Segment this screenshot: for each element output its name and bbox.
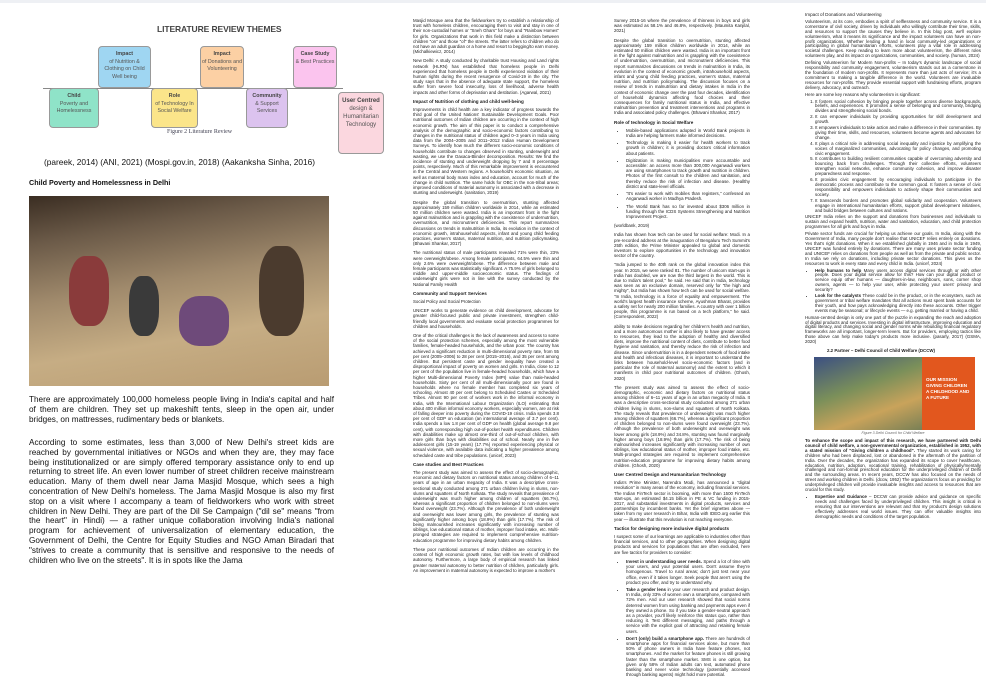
paragraph: Improvements in child health are a key indicator of progress towards the third goal of the United Nations' Sustainable Development Goals. Poor nutritional outcomes of Indian children are occurring in the context of high economic growth. The aim of this paper is to conduct a comprehensive analysis of the demographic and socio-economic factors contributing to changes in the nutritional status of children aged 0–3 years in India using data from the 2004–2005 and 2011–2012 Indian Human Development Surveys. To identify how much the different socio-economic conditions of households contribute to changes observed in stunting, underweight and wasting, we use the Oaxaca-Blinder decomposition. Results: We find the incidence of stunting and underweight dropping by 7 and 8 percentage points, respectively. Much of this remarkable improvement is encountered in the Central and Western regions. A household's economic situation, as well as maternal body mass index and education, account for much of the change in child nutrition. The same holds for OBC in the non-tribal areas; improved conditions of material autonomy is associated with a decrease in stunting and underweight. (sanitation, 2019) <box>413 107 559 196</box>
list-item: • Mobile-based applications adopted in World Bank projects in India are helping farmers make informed decisions. <box>626 128 750 138</box>
paragraph: Masjid Mosque area that the fieldworkers try to establish a relationship of trust with homeless children, encouraging them to visit and stay in one of their non-custodial homes or "Sneh Ghars" for boys and "Rainbow Homes" for girls. Organizations that work in this field make a distinction between children "on" and those "of" the streets. The latter refers to children who do not have an adult guardian or a home and resort to begging/to earn money. (Michalkiewicz, 2014) <box>413 18 559 55</box>
list-item: • Technology is making it easier for health workers to track growth in children; it is providing doctors critical information about patients. <box>626 140 750 156</box>
paragraph: The nutritional status of male participants revealed 71% were thin, 23% were overweight/obese. Among female participants, 64.5% were thin and only 2.6% were overweight/obese. The difference between male and female participants was statistically significant. A 75.9% of girls belonged to middle and upper-middle socioeconomic status. The findings of underweight girls were not in line with the survey conducted by the National Family Health <box>413 250 559 287</box>
paragraph: UNICEF works to generate evidence on child development, advocate for greater child-focused public and private investment, strengthen child-friendly local governments and evaluate social protection programmes for children and households. <box>413 308 559 329</box>
page-column-3 <box>614 18 750 681</box>
bullet-list <box>815 269 981 314</box>
theme-technology: Role of Technology In Social Welfare <box>151 88 198 128</box>
section-heading: Impact of Nutrition of clothing and child well-being <box>413 98 524 104</box>
list-item: 7. It transcends borders and promotes global solidarity and cooperation. Volunteers engage in international humanitarian efforts, support global development initiatives, and build bridges between cultures and nations. <box>815 199 981 214</box>
page-column-2 <box>413 18 559 577</box>
reasons-list <box>815 100 981 214</box>
theme-child-poverty: Child Poverty and Homelessness <box>49 88 99 128</box>
paragraph: Defining Volunteerism for Modern Non-profits – In today's dynamic landscape of social responsibility and community engagement, volunteerism stands out as a cornerstone in the foundation of modern non-profits. It represents more than just acts of service; it's a commitment to making a tangible difference in the world. Volunteers are invaluable resources for non-profits. They provide essential support with fundraising efforts, program delivery, advocacy, and outreach. <box>805 60 981 90</box>
list-item: • The World Bank has so far invested about $306 million in funding through the ICDS Systems Strengthening and Nutrition Improvement Project. <box>626 204 750 220</box>
figure-caption: Figure 3 Delhi Council for Child Welfare <box>861 431 925 435</box>
paragraph: Despite the global transition to overnutrition, stunting affected approximately 159 million children worldwide in 2014, while an estimated 50 million children were wasted. India is an important front in the fight against malnutrition and is grappling with the coexistence of undernutrition, overnutrition, and micronutrient deficiencies. This report summarizes discussions on trends in malnutrition in India, its evolution in the context of economic growth, intrahousehold aspects, infant and young child feeding practices, women's status, maternal nutrition, and nutrition policymaking. (Bhavani Shankar, 2017) <box>413 199 559 247</box>
paragraph: Despite the global transition to overnutrition, stunting affected approximately 159 million children worldwide in 2014, while an estimated 50 million children were wasted. India is an important front in the fight against malnutrition and is grappling with the coexistence of undernutrition, overnutrition, and micronutrient deficiencies. This report summarizes discussions on trends in malnutrition in India, its evolution in the context of economic growth, intrahousehold aspects, infant and young child feeding practices, women's status, maternal nutrition, and nutrition policymaking. The discussion focuses on a review of trends in malnutrition and dietary intakes in India in the context of economic change over the past four decades, identification of household dynamics affecting food choices and their consequences for family nutritional status in India, and effective malnutrition prevention and treatment interventions and programs in India and associated policy challenges. (Bhavani Shankar, 2017) <box>614 37 750 116</box>
paragraph: These poor nutritional outcomes of Indian children are occurring in the context of high economic growth rates, but with low levels of childhood autonomy. Furthermore, a large body of empirical research has linked greater maternal autonomy to better nutrition of children, particularly girls. An improvement in maternal autonomy is expected to improve a mother's <box>413 546 559 573</box>
mission-banner: OUR MISSION GIVING CHILDREN A CHILDHOOD AND A FUTURE <box>922 357 975 430</box>
list-item: 1. It fosters social cohesion by bringing people together across diverse backgrounds, beliefs, and experiences. It promotes a sense of belonging and community, bridging divides and strengthening social bonds. <box>815 100 981 115</box>
theme-donations: Impact of Donations and Volunteering <box>200 46 244 88</box>
list-item: • Help humans to help Many users access digital services through or with other people. Does your digital service allow for this? How can your digital product or service equip other humans — daughters-in-law, neighbours, sons, corner shop owners, agents — to help your user, while protecting your users' privacy and security? <box>815 269 981 294</box>
paragraph: Survey 2015-16 where the prevalence of thinness in boys and girls was estimated as 58.1% and 46.8%, respectively. (Maumita Kanjilal, 2021) <box>614 18 750 34</box>
tactics-list <box>626 559 750 677</box>
dccw-photo <box>814 357 975 430</box>
paragraph: "India jumped to the 40th rank on the global innovation index this year. In 2015, we were ranked 81. The number of unicorn start-ups in India has doubled, we are now the third largest in the world. This is due to India's talent pool," he said. He said that in India, technology was seen as an exclusive domain, reserved only for "the high and mighty", but India has shown how tech can be used for social welfare. "In India, technology is a force of equality and empowerment. The world's largest health insurance scheme, Ayushman Bharat, provides a safety net for nearly 200 million families. A country with over 1 billion people, this programme is run based on a tech platform," he said. (Correspondent, 2022) <box>614 262 750 320</box>
paragraph: ability to make decisions regarding her children's health and nutrition, and a more autonomous mother is also likely to have greater access to resources, they lead to the adoption of healthy and diversified diets, improve the nutritional content of diets, contribute to better food hygiene and sanitation, and thereby reduce the risk of infection and disease. Since undernutrition is in a dependent network of food intake and health and infectious diseases, it is important to understand the links between household-level socio-economic factors (and in particular the role of maternal autonomy) and the extent to which it manifests in child poor nutritional outcomes of children. (Ghosh, 2020) <box>614 323 750 381</box>
paragraph: Private sector funds are crucial for helping us achieve our goals. In India, along with the Government of India, many people don't realise that UNICEF relies entirely on donations. Yes that's right donations. When it we established globally in 1946 and in India in 1949, UNICEF was funded entirely by donations. There are many uses private sector funding and UNICEF relies on donations from people as well as from the private and public sector. In India we rely on donations, including private sector donations. This gives us the resources to work in every state and every child in India. (unicef, 2024) <box>805 231 981 266</box>
figure-caption: Figure 2 Literature Review <box>167 129 233 135</box>
list-item: • Don't (only) build a smartphone app. There are hundreds of smartphone apps for financial services alone, but more than 50% of phone owners in India have feature phones, not smartphones. And the market for feature phones is still growing faster than the smartphone market. SMS is one option, but given only 58% of Indian adults can text, automated phone banking and never voice technology (potentially accessed through banking agents) might hold more potential. <box>626 636 750 678</box>
section-heading: Child Poverty and Homelessness in Delhi <box>29 178 171 187</box>
list-item: 4. It plays a critical role in addressing social inequality and injustice by amplifying the voices of marginalized communities, advocating for policy changes, and promoting civic engagement. <box>815 142 981 157</box>
page-column-4 <box>805 13 981 522</box>
paragraph: Volunteerism, at its core, embodies a spirit of selflessness and community service. It is a cornerstone of civil society, driven by individuals who willingly contribute their time, skills, and resources to support the causes they believe in. In this blog post, we'll explore volunteerism, what it means its significance and the impact volunteers can have on non-profit organizations. Whether lending a hand in local community-led organizations or participating in global humanitarian efforts, volunteers play a vital role in addressing societal challenges. Keep reading to learn more about volunteerism, the different roles volunteers play, and its impact on organizations, communities, and society. (human, 2024) <box>805 18 981 59</box>
paragraph: New Delhi: A study conducted by charitable trust Housing and Land rights network (HLRN) has established that homeless people in Delhi experienced that homeless people in Delhi experienced violation of their human rights during the recent resurgence of Covid-19 in the city. The study says that in the absence of adequate state support, the homeless suffer from severe food insecurity, loss of livelihood, adverse health impacts and other forms of deprivation and destitution. (Agarwal, 2021) <box>413 58 559 95</box>
list-item: 3. It empowers individuals to take action and make a difference in their communities. By giving their time, skills, and resources, volunteers become agents and advocates for change. <box>815 126 981 141</box>
section-heading: Community and Support Services <box>413 290 487 296</box>
citations: (pareek, 2014) (ANI, 2021) (Mospi.gov.in, 2018) (Aakanksha Sinha, 2016) <box>44 157 316 167</box>
theme-community: Community & Support Services <box>246 88 288 128</box>
list-item: • Digitization is making municipalities more accountable and accessible: an access more than 300,000 Anganwadi workers are using smartphones to track growth and nutrition in children. Photos of the first consult to the children and sanitation, and thereby reduce the risk of infection and disease. (Heallthy district and state-level officials. <box>626 158 750 189</box>
list-item: 5. It contributes to building resilient communities capable of overcoming adversity and bouncing back from challenges. Through their collective efforts, volunteers strengthen social networks, enhance community cohesion, and improve disaster preparedness and response. <box>815 157 981 177</box>
bullet-list <box>626 128 750 219</box>
subheading: Social Policy and Social Protection <box>413 298 481 304</box>
section-heading: Case studies and Best Practices <box>413 461 484 467</box>
paragraph: To enhance the scope and impact of this research, we have partnered with Delhi council of child welfare, a non-governmental organization, established in 1952, with a stated mission of "Giving children a childhood". They started its work caring for children who had been displaced, lost or abandoned in the aftermath of the partition of India. Over the decades, the organization has expanded its scope to cover healthcare, education, nutrition, adoption, vocational training, rehabilitation of physically/mentally challenged and non-formal preschool education for the underprivileged children of Delhi and the surrounding areas. In recent years, DCCW has also focused on the needs of street and working children in Delhi. (dccw, 1952) The organization's focus on providing for underprivileged children will provide invaluable insights and access to resources that are crucial for this study. <box>805 438 981 493</box>
list-item: • Take a gender lens in your user research and product design. In India, only 33% of women own a smartphone, compared with 72% men. And our user research showed that social norms deterred women from using banking and payments apps even if they owned a phone. So if you take a gender-neutral approach as a provider, you'll likely reinforce this status quo, rather than reducing it. Test different messaging, and paths through a service with the explicit goal of attracting and retaining female users. <box>626 587 750 634</box>
paragraph: India's Prime Minister, Narendra Modi, has announced a "digital revolution" in many areas of the economy, including financial services. The Indian FinTech sector is booming, with more than 1500 FinTech start-ups, an estimated $4.15 billion in PE & VC funding in 2015-2017, and substantial investments in digital products, services and partnerships by incumbent banks. Yet the brief vignettes above — taken from my user research in Bihar, India with IDEO.org earlier this year — illustrate that this revolution is not reaching everyone. <box>614 480 750 522</box>
section-heading: Role of technology in Social Welfare <box>614 119 694 125</box>
theme-nutrition: Impact of Nutrition & Clothing on Child Well being <box>98 46 151 88</box>
figure-title: LITERATURE REVIEW THEMES <box>157 24 282 34</box>
theme-user-centred: User Centred design & Humanitarian Technology <box>338 92 384 154</box>
paragraph: According to some estimates, less than 3,000 of New Delhi's street kids are reached by governmental initiatives or NGOs and when they are, they may face being institutionalized or are simply offered temporary assistance only to end up returning to street life. An even lower number of street children receive mainstream education. Many of them dwell near Jama Masjid Mosque, which sees a high concentration of New Delhi's homeless. The Jama Masjid Mosque is also my first stop on a visit where I accompany a team of fieldworkers who work with street children in New Delhi. They are part of the Dil Se Campaign ("dil se" means "from the heart" in Hindi) — a rather unique collaboration involving India's national program for achievement of universalization of elementary education, the Government of Delhi, the Centre for Equity Studies and NGO Aman Biradari that "strives to create a community that is sensitive and responsive to the needs of children who live on the streets". It is in spots like the Jama <box>29 438 334 565</box>
list-item: • "It's easier to work with mobiles than registers," confessed an Anganwadi worker in Madhya Pradesh. <box>626 191 750 201</box>
list-item: • Expertise and Guidance – DCCW can provide advice and guidance on specific needs and challenges faced by underprivileged children. This insight is critical in ensuring that our interventions are relevant and that my product's design solutions effectively addresses real world issues. They can offer valuable insights into demographic needs and conditions of the target population. <box>815 495 981 520</box>
paragraph: UNICEF India relies on the support and donations from businesses and individuals to sustain and expand health, nutrition, water and sanitation, education, and child protection programmes for all girls and boys in India. <box>805 214 981 230</box>
list-item: • Invest in understanding user needs. Spend a lot of time with your users, and your potential users. Don't assume they're homogenous. Travel to rural areas; don't just test near your office, even if it takes longer. Seek people that aren't using the product you offer, and try to understand why. <box>626 559 750 585</box>
paragraph: Human-centred design is only one part of the puzzle in expanding the reach and adoption of digital products and services. Investing in digital infrastructure, improving education and digital literacy, and changing social and gender norms while rebuilding financial regulatory frameworks are all important, longer-term levers. But for providers, employing tactics like those above can help make today's products more inclusive. (pasarly, 2017) (GSMA, 2020) <box>805 314 981 345</box>
list-item: • Look for the catalysts These could be in the product, or in the ecosystem, such as government or tribal welfare mandates that all actions must spent bank accounts for their youth, and how pays acknowledging directly into these accounts. Other trigger events may be seasonal; or lifecycle events — e.g. getting married or having a child. <box>815 294 981 314</box>
theme-case-study: Case Study & Best Practices <box>293 46 337 88</box>
paragraph: India has shown how tech can be used for social welfare: Modi. In a pre-recorded address at the inauguration of Bengaluru Tech Summit's 25th edition, the Prime Minister appealed to global and domestic investors to explore opportunities in the technology and innovation sector of the country. <box>614 232 750 259</box>
list-item: 2. It can empower individuals by providing opportunities for skill development and growth. <box>815 115 981 125</box>
section-heading: 2.2 Partner – Delhi Council of Child Welfare (DCCW) <box>827 348 935 354</box>
paragraph: There are approximately 100,000 homeless people living in India's capital and half of them are children. They set up makeshift tents, sleep in the open air, under bridges, on mattresses, rudimentary beds or blankets. <box>29 395 334 424</box>
paragraph: (worldbank, 2019) <box>614 223 650 229</box>
section-heading: User Centred Design and Humanitarian Technology <box>614 472 727 478</box>
bullet-list <box>815 495 981 520</box>
list-item: 6. It provides civic engagement by encouraging individuals to participate in the democratic process and contribute to the common good. It fosters a sense of civic responsibility and empowers individuals to actively shape their communities and society. <box>815 178 981 198</box>
page-column-1 <box>0 0 380 566</box>
paragraph: Here are some key reasons why volunteerism is significant: <box>805 91 921 97</box>
paragraph: I suspect some of our learnings are applicable to industries other than financial services, and to other geographies. When designing digital products and services for populations that are often excluded, here are five tactics for providers to consider: <box>614 534 750 555</box>
paragraph: One of the critical challenges is the lack of awareness and access to some of the social protection schemes, especially among the most vulnerable families, female-headed households, and the urban poor. The country has achieved a significant reduction in multi-dimensional poverty rate, from 55 per cent (2005–2006) to 28 per cent (2015–2016), and 35 per cent among children. But persistent caste and gender inequality have created a disproportional impact of poverty on women and girls. In India, close to 12 per cent of the population live in female-headed households, which have a higher Multi-dimensional Poverty Index (MPI) value than male-headed households. Sixty per cent of all multi-dimensionally poor are found in households where no female member has completed six years of schooling. Almost 40 per cent belong to Scheduled Castes or Scheduled Tribes. Almost 90 per cent of workers work in the informal economy in India, with the International Labour Organization (ILO) estimating that about 400 million informal economy workers, especially women, are at risk of falling deeper into poverty during the COVID-19 crisis. India spends 3.8 per cent of GDP on education (an international average of 3.7 per cent). India spends a low 1.8 per cent of GDP on health (global average 9.8 per cent), with corresponding high out-of-pocket health expenditures. Children with disabilities make up almost one-third of out-of-school children, with more girls than boys with disabilities out of school. Nearly one in five adolescent girls (15-19 years) (17.7%) reported experiencing physical or sexual violence, with available data indicating a higher prevalence among scheduled caste and tribe populations. (unicef, 2023) <box>413 332 559 458</box>
paragraph: The present study was aimed to assess the effect of socio-demographic, economic and dietary factors on nutritional status among children of 6–11 years of age in an urban megacity of India. It was a descriptive cross-sectional study conducted among 271 urban children living in slums, non-slums and squatters of North Kolkata. The study reveals that prevalence of underweight was much higher among children of squatters (66.7%), whereas a significant proportion of children belonged to non-slums were found overweight (23.7%). Although the prevalence of both underweight and overweight was lower among girls, the prevalence of stunting was significantly higher among boys (18.9%) than girls (17.7%). The risk of being malnourished increases significantly with increasing number of siblings, low educational status of mother, improper food intake, etc. Multi-pronged strategies are required to implement comprehensive nutrition-education programme for improving dietary habits among children. <box>413 470 559 543</box>
section-heading: Tactics for designing more inclusive digital products <box>614 525 730 531</box>
section-heading: Impact of Donations and Volunteering <box>805 12 882 17</box>
paragraph: The present study was aimed to assess the effect of socio-demographic, economic and dietary factors on nutritional status among children of 6–11 years of age in an urban megacity of India. It was a descriptive cross-sectional study conducted among 271 urban children living in slums, non-slums and squatters of North Kolkata. The study reveals that prevalence of underweight was much higher among children of squatters (66.7%), whereas a significant proportion of children belonged to non-slums were found overweight (23.7%). Although the prevalence of both underweight and overweight was lower among girls (18.9%) and 34.8%, stunting was found marginally higher among boys (18.9%) than girls (17.7%). The risk of being malnourished increases significantly with increasing number of own siblings, low educational status of mother, improper food intake, etc. Multi-pronged strategies are required to implement comprehensive nutrition-education programme for improving dietary habits among children. (Ghosh, 2020) <box>614 384 750 468</box>
street-children-photo <box>29 196 329 386</box>
